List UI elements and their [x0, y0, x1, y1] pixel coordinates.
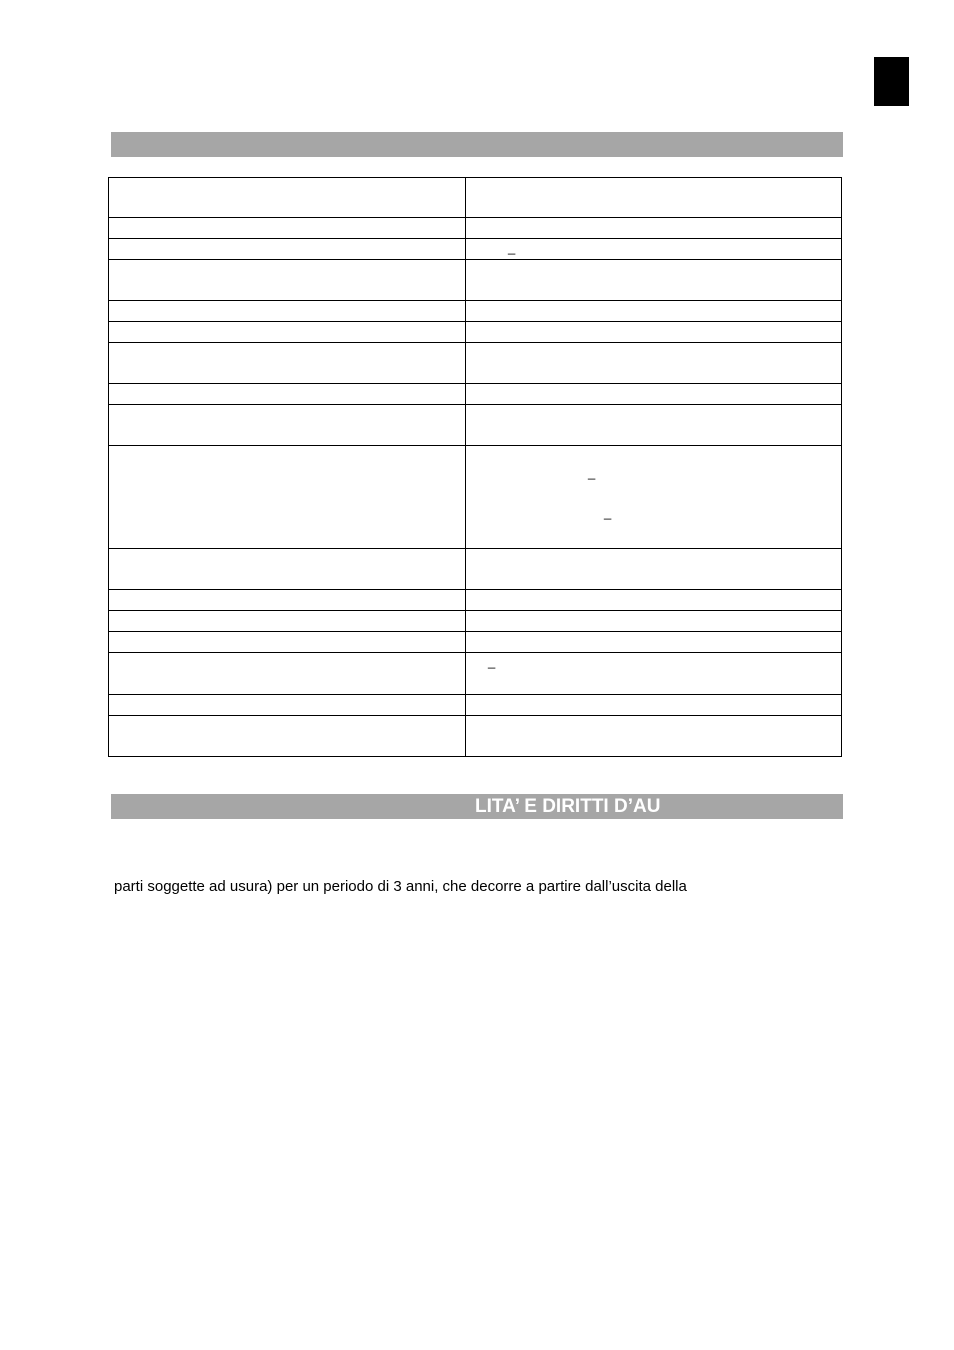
table-cell-label — [109, 549, 466, 590]
table-cell-value — [466, 218, 842, 239]
table-cell-value — [466, 343, 842, 384]
table-cell-value — [466, 611, 842, 632]
dash-mark: _ — [488, 654, 496, 669]
dash-mark: _ — [588, 465, 596, 480]
table-cell-value — [466, 653, 842, 695]
table-cell-label — [109, 632, 466, 653]
table-cell-label — [109, 301, 466, 322]
table-row — [109, 590, 842, 611]
dash-mark: _ — [604, 505, 612, 520]
table-cell-value — [466, 446, 842, 549]
table-row — [109, 549, 842, 590]
table-cell-label — [109, 405, 466, 446]
table-cell-value — [466, 695, 842, 716]
table-cell-label — [109, 446, 466, 549]
table-cell-label — [109, 178, 466, 218]
table-cell-label — [109, 239, 466, 260]
warranty-paragraph: parti soggette ad usura) per un periodo di 3 anni, che decorre a partire dall’uscita della — [114, 878, 687, 895]
table-cell-label — [109, 218, 466, 239]
table-cell-value — [466, 322, 842, 343]
table-row — [109, 239, 842, 260]
table-row — [109, 653, 842, 695]
table-cell-value — [466, 405, 842, 446]
table-cell-value — [466, 716, 842, 757]
table-row — [109, 260, 842, 301]
table-row — [109, 405, 842, 446]
table-row — [109, 384, 842, 405]
table-row — [109, 343, 842, 384]
table-cell-label — [109, 590, 466, 611]
table-row — [109, 611, 842, 632]
section-header-bar-warranty — [111, 794, 843, 819]
table-row — [109, 632, 842, 653]
table-cell-label — [109, 260, 466, 301]
section-title: LITA’ E DIRITTI D’AU — [475, 796, 661, 817]
table-cell-value — [466, 239, 842, 260]
table-row — [109, 178, 842, 218]
page-tab-marker — [874, 57, 909, 106]
table-cell-value — [466, 384, 842, 405]
table-row — [109, 446, 842, 549]
table-cell-label — [109, 716, 466, 757]
table-cell-value — [466, 632, 842, 653]
table-cell-value — [466, 178, 842, 218]
specifications-table — [108, 177, 842, 757]
table-cell-label — [109, 384, 466, 405]
table-row — [109, 301, 842, 322]
table-cell-value — [466, 260, 842, 301]
dash-mark: _ — [508, 240, 516, 255]
table-cell-label — [109, 322, 466, 343]
table-row — [109, 218, 842, 239]
table-row — [109, 695, 842, 716]
table-cell-label — [109, 611, 466, 632]
table-cell-label — [109, 343, 466, 384]
table-cell-label — [109, 653, 466, 695]
section-header-bar-specifications — [111, 132, 843, 157]
table-row — [109, 322, 842, 343]
table-cell-value — [466, 549, 842, 590]
table-cell-value — [466, 590, 842, 611]
table-cell-label — [109, 695, 466, 716]
table-row — [109, 716, 842, 757]
table-cell-value — [466, 301, 842, 322]
